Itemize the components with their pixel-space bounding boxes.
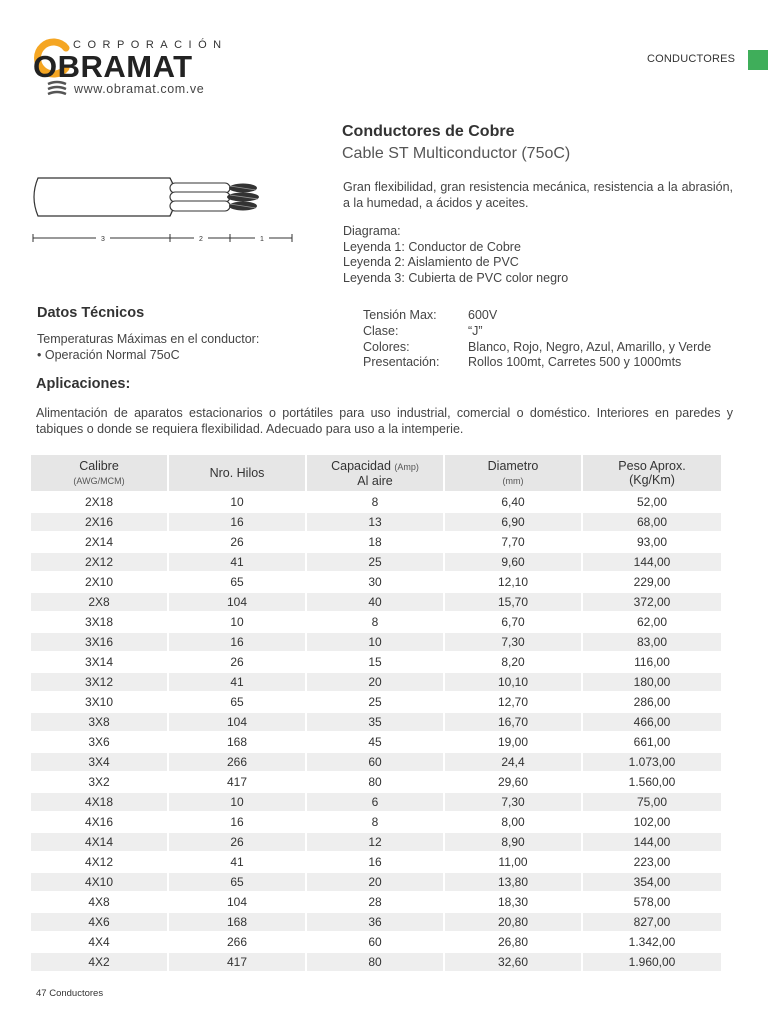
table-cell: 26 (169, 831, 307, 851)
table-cell: 4X4 (31, 931, 169, 951)
table-cell: 2X10 (31, 571, 169, 591)
table-cell: 15,70 (445, 591, 583, 611)
table-cell: 13,80 (445, 871, 583, 891)
table-cell: 80 (307, 951, 445, 971)
table-cell: 26 (169, 531, 307, 551)
table-cell: 7,30 (445, 631, 583, 651)
table-cell: 10 (307, 631, 445, 651)
table-cell: 62,00 (583, 611, 721, 631)
table-row (31, 751, 721, 771)
table-cell: 229,00 (583, 571, 721, 591)
table-cell: 104 (169, 891, 307, 911)
table-cell: 6 (307, 791, 445, 811)
table-cell: 7,30 (445, 791, 583, 811)
spec-label: Clase: (363, 323, 399, 338)
table-cell: 16 (307, 851, 445, 871)
table-row (31, 771, 721, 791)
table-cell: 10 (169, 611, 307, 631)
table-row (31, 711, 721, 731)
temp-line: Temperaturas Máximas en el conductor: (37, 332, 260, 346)
section-tag: CONDUCTORES (647, 53, 736, 65)
spec-row (363, 308, 711, 324)
table-body (31, 491, 721, 971)
table-cell: 6,40 (445, 491, 583, 511)
table-cell: 2X16 (31, 511, 169, 531)
table-cell: 12 (307, 831, 445, 851)
table-cell: 75,00 (583, 791, 721, 811)
table-cell: 83,00 (583, 631, 721, 651)
table-cell: 8 (307, 811, 445, 831)
table-row (31, 951, 721, 971)
table-cell: 24,4 (445, 751, 583, 771)
spec-value: Blanco, Rojo, Negro, Azul, Amarillo, y Verde (468, 339, 712, 354)
table-cell: 8,20 (445, 651, 583, 671)
table-cell: 10 (169, 791, 307, 811)
spec-label: Tensión Max: (363, 308, 437, 322)
page-footer: 47 Conductores (36, 988, 104, 999)
table-cell: 3X18 (31, 611, 169, 631)
table-cell: 4X2 (31, 951, 169, 971)
table-cell: 3X8 (31, 711, 169, 731)
table-cell: 3X4 (31, 751, 169, 771)
table-cell: 2X8 (31, 591, 169, 611)
table-row (31, 671, 721, 691)
table-cell: 168 (169, 731, 307, 751)
spec-value: 600V (468, 308, 498, 322)
product-title: Conductores de Cobre (342, 123, 515, 140)
table-cell: 286,00 (583, 691, 721, 711)
product-subtitle: Cable ST Multiconductor (75oC) (342, 145, 571, 162)
table-cell: 20 (307, 871, 445, 891)
spec-value: Rollos 100mt, Carretes 500 y 1000mts (468, 355, 682, 370)
table-cell: 32,60 (445, 951, 583, 971)
table-row (31, 571, 721, 591)
table-cell: 35 (307, 711, 445, 731)
table-cell: 372,00 (583, 591, 721, 611)
table-cell: 9,60 (445, 551, 583, 571)
table-cell: 41 (169, 551, 307, 571)
table-cell: 29,60 (445, 771, 583, 791)
table-row (31, 511, 721, 531)
table-cell: 661,00 (583, 731, 721, 751)
table-cell: 11,00 (445, 851, 583, 871)
table-cell: 466,00 (583, 711, 721, 731)
diagram-label-3: 3 (101, 236, 105, 243)
table-cell: 3X2 (31, 771, 169, 791)
table-cell: 3X14 (31, 651, 169, 671)
table-cell: 16 (169, 811, 307, 831)
table-cell: 19,00 (445, 731, 583, 751)
table-cell: 4X14 (31, 831, 169, 851)
table-cell: 1.960,00 (583, 951, 721, 971)
table-cell: 65 (169, 871, 307, 891)
spec-row (363, 324, 711, 340)
col-calibre: Calibre (AWG/MCM) (31, 455, 169, 491)
table-cell: 578,00 (583, 891, 721, 911)
table-row (31, 651, 721, 671)
aplicaciones-heading: Aplicaciones: (36, 376, 131, 392)
table-row (31, 831, 721, 851)
table-cell: 104 (169, 591, 307, 611)
col-diametro: Diametro (mm) (445, 455, 583, 491)
table-cell: 65 (169, 571, 307, 591)
spec-row (363, 340, 711, 356)
logo-url: www.obramat.com.ve (74, 82, 205, 96)
table-cell: 2X18 (31, 491, 169, 511)
table-cell: 144,00 (583, 551, 721, 571)
table-row (31, 911, 721, 931)
diagram-line: Leyenda 3: Cubierta de PVC color negro (343, 270, 569, 285)
table-row (31, 791, 721, 811)
temp-line: • Operación Normal 75oC (37, 347, 180, 362)
section-color-tab (748, 50, 768, 70)
table-cell: 417 (169, 771, 307, 791)
spec-label: Colores: (363, 339, 410, 354)
table-cell: 15 (307, 651, 445, 671)
logo-stripes-icon (46, 80, 68, 98)
table-cell: 18 (307, 531, 445, 551)
table-cell: 3X10 (31, 691, 169, 711)
table-cell: 168 (169, 911, 307, 931)
table-row (31, 591, 721, 611)
table-row (31, 931, 721, 951)
table-cell: 20 (307, 671, 445, 691)
table-cell: 8 (307, 611, 445, 631)
table-cell: 28 (307, 891, 445, 911)
table-cell: 4X12 (31, 851, 169, 871)
table-cell: 116,00 (583, 651, 721, 671)
table-cell: 26 (169, 651, 307, 671)
specs-table (31, 455, 721, 971)
table-cell: 417 (169, 951, 307, 971)
product-description: Gran flexibilidad, gran resistencia mecánica, resistencia a la abrasión, a la humedad, a ácidos y aceites. (343, 180, 733, 210)
table-row (31, 811, 721, 831)
diagram-legend (343, 224, 568, 286)
table-cell: 30 (307, 571, 445, 591)
table-cell: 1.342,00 (583, 931, 721, 951)
diagram-line: Diagrama: (343, 224, 401, 238)
table-row (31, 551, 721, 571)
diagram-line: Leyenda 2: Aislamiento de PVC (343, 255, 519, 269)
table-cell: 93,00 (583, 531, 721, 551)
table-row (31, 731, 721, 751)
table-cell: 25 (307, 691, 445, 711)
col-peso: Peso Aprox. (Kg/Km) (583, 455, 721, 491)
table-cell: 40 (307, 591, 445, 611)
table-cell: 41 (169, 851, 307, 871)
logo-obramat: OBRAMAT (33, 49, 193, 84)
table-cell: 104 (169, 711, 307, 731)
table-cell: 25 (307, 551, 445, 571)
table-cell: 26,80 (445, 931, 583, 951)
table-cell: 4X8 (31, 891, 169, 911)
table-cell: 65 (169, 691, 307, 711)
spec-value: “J” (468, 323, 483, 338)
table-cell: 144,00 (583, 831, 721, 851)
temperature-info (37, 332, 259, 363)
table-cell: 10 (169, 491, 307, 511)
table-cell: 16 (169, 511, 307, 531)
table-cell: 6,70 (445, 611, 583, 631)
logo-corporacion: CORPORACIÓN (73, 39, 228, 51)
table-cell: 12,10 (445, 571, 583, 591)
table-cell: 223,00 (583, 851, 721, 871)
table-cell: 3X16 (31, 631, 169, 651)
table-cell: 41 (169, 671, 307, 691)
diagram-label-1: 1 (260, 236, 264, 243)
table-row (31, 691, 721, 711)
table-cell: 266 (169, 751, 307, 771)
table-cell: 10,10 (445, 671, 583, 691)
table-cell: 1.560,00 (583, 771, 721, 791)
table-cell: 6,90 (445, 511, 583, 531)
table-cell: 52,00 (583, 491, 721, 511)
table-cell: 3X6 (31, 731, 169, 751)
table-cell: 12,70 (445, 691, 583, 711)
table-cell: 4X16 (31, 811, 169, 831)
table-cell: 4X6 (31, 911, 169, 931)
table-cell: 2X12 (31, 551, 169, 571)
table-cell: 180,00 (583, 671, 721, 691)
col-capacidad: Capacidad (Amp) Al aire (307, 455, 445, 491)
table-cell: 8,00 (445, 811, 583, 831)
table-cell: 16,70 (445, 711, 583, 731)
table-cell: 102,00 (583, 811, 721, 831)
table-cell: 68,00 (583, 511, 721, 531)
table-row (31, 611, 721, 631)
diagram-line: Leyenda 1: Conductor de Cobre (343, 239, 521, 254)
table-cell: 18,30 (445, 891, 583, 911)
table-cell: 354,00 (583, 871, 721, 891)
table-row (31, 631, 721, 651)
table-cell: 7,70 (445, 531, 583, 551)
table-row (31, 531, 721, 551)
table-cell: 2X14 (31, 531, 169, 551)
table-row (31, 851, 721, 871)
table-cell: 80 (307, 771, 445, 791)
aplicaciones-text: Alimentación de aparatos estacionarios o portátiles para uso industrial, comercial o doméstico. Interiores en paredes y tabiques o donde se requiera flexibilidad. Adecuado para uso a la intemperie. (36, 406, 733, 436)
table-header-row (31, 455, 721, 491)
table-cell: 8,90 (445, 831, 583, 851)
cable-diagram-icon (30, 172, 296, 248)
table-cell: 827,00 (583, 911, 721, 931)
table-cell: 45 (307, 731, 445, 751)
table-cell: 8 (307, 491, 445, 511)
table-cell: 16 (169, 631, 307, 651)
table-cell: 60 (307, 751, 445, 771)
table-row (31, 871, 721, 891)
table-cell: 4X18 (31, 791, 169, 811)
table-row (31, 891, 721, 911)
datos-tecnicos-heading: Datos Técnicos (37, 305, 145, 321)
table-cell: 1.073,00 (583, 751, 721, 771)
table-cell: 60 (307, 931, 445, 951)
table-cell: 13 (307, 511, 445, 531)
table-cell: 4X10 (31, 871, 169, 891)
spec-label: Presentación: (363, 355, 440, 370)
table-cell: 20,80 (445, 911, 583, 931)
table-cell: 36 (307, 911, 445, 931)
col-hilos: Nro. Hilos (169, 455, 307, 491)
table-row (31, 491, 721, 511)
spec-row (363, 355, 711, 371)
table-cell: 266 (169, 931, 307, 951)
specs-list (363, 308, 711, 371)
diagram-label-2: 2 (199, 236, 203, 243)
table-cell: 3X12 (31, 671, 169, 691)
